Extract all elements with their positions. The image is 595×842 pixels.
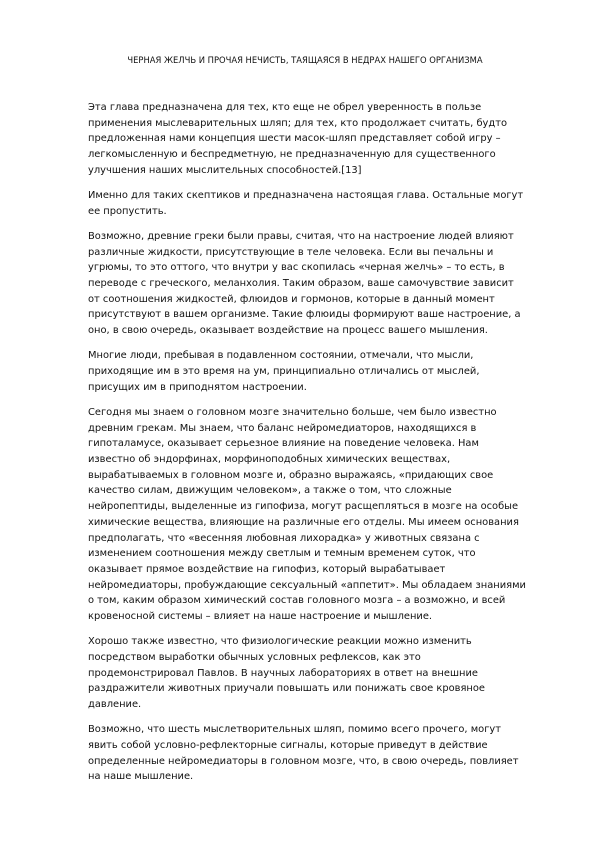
paragraph: Хорошо также известно, что физиологические реакции можно изменить посредством выработки обычных условных рефлексов, как это продемонстрировал Павлов. В научных лабораториях в ответ на внешние раздражители животных приучали повышать или понижать свое кровяное давление. xyxy=(88,636,485,711)
chapter-body xyxy=(88,100,528,795)
paragraph: Именно для таких скептиков и предназначена настоящая глава. Остальные могут ее пропустить. xyxy=(88,190,524,217)
chapter-title: ЧЕРНАЯ ЖЕЛЧЬ И ПРОЧАЯ НЕЧИСТЬ, ТАЯЩАЯСЯ В НЕДРАХ НАШЕГО ОРГАНИЗМА xyxy=(127,55,483,65)
paragraph: Многие люди, пребывая в подавленном состоянии, отмечали, что мысли, приходящие им в это время на ум, принципиально отличались от мыслей, присущих им в приподнятом настроении. xyxy=(88,350,480,393)
paragraph: Сегодня мы знаем о головном мозге значительно больше, чем было известно древним грекам. Мы знаем, что баланс нейромедиаторов, находящихся в гипоталамусе, оказывает серьезное влияние на поведение человека. Нам известно об эндорфинах, морфиноподобных химических веществах, вырабатываемых в головном мозге и, образно выражаясь, «придающих свое качество силам, движущим человеком», а также о том, что сложные нейропептиды, выделенные из гипофиза, могут расщепляться в мозге на особые химические вещества, влияющие на различные его отделы. Мы имеем основания предполагать, что «весенняя любовная лихорадка» у животных связана с изменением соотношения между светлым и темным временем суток, что оказывает прямое воздействие на гипофиз, который вырабатывает нейромедиаторы, пробуждающие сексуальный «аппетит». Мы обладаем знаниями о том, каким образом химический состав головного мозга – а возможно, и всей кровеносной системы – влияет на наше настроение и мышление. xyxy=(88,406,526,623)
paragraph: Возможно, древние греки были правы, считая, что на настроение людей влияют различные жидкости, присутствующие в теле человека. Если вы печальны и угрюмы, то это оттого, что внутри у вас скопилась «черная желчь» – то есть, в переводе с греческого, меланхолия. Таким образом, ваше самочувствие зависит от соотношения жидкостей, флюидов и гормонов, которые в данный момент присутствуют в вашем организме. Такие флюиды формируют ваше настроение, а оно, в свою очередь, оказывает воздействие на процесс вашего мышления. xyxy=(88,230,521,337)
paragraph: Возможно, что шесть мыслетворительных шляп, помимо всего прочего, могут явить собой условно-рефлекторные сигналы, которые приведут в действие определенные нейромедиаторы в головном мозге, что, в свою очередь, повлияет на наше мышление. xyxy=(88,724,519,783)
paragraph: Эта глава предназначена для тех, кто еще не обрел уверенность в пользе применения мыслеварительных шляп; для тех, кто продолжает считать, будто предложенная нами концепция шести масок-шляп представляет собой игру – легкомысленную и беспредметную, не предназначенную для существенного улучшения наших мыслительных способностей.[13] xyxy=(88,102,507,176)
